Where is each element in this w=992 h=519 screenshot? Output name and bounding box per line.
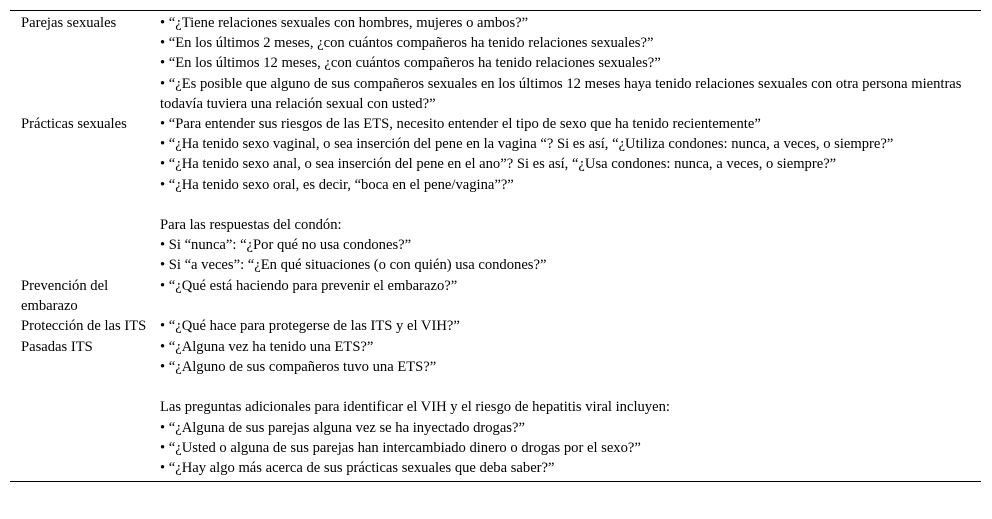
list-item: • “¿Qué está haciendo para prevenir el embarazo?” bbox=[160, 277, 458, 294]
spacer bbox=[160, 195, 981, 215]
list-item: • “¿Alguno de sus compañeros tuvo una ETS?” bbox=[160, 359, 437, 376]
row-content bbox=[160, 337, 981, 478]
spacer bbox=[160, 377, 981, 397]
table-row bbox=[10, 114, 981, 276]
list-item: • “¿Hay algo más acerca de sus prácticas sexuales que deba saber?” bbox=[160, 460, 555, 477]
list-item: • “¿Alguna de sus parejas alguna vez se ha inyectado drogas?” bbox=[160, 419, 525, 436]
list-item: • “En los últimos 12 meses, ¿con cuántos compañeros ha tenido relaciones sexuales?” bbox=[160, 55, 661, 72]
list-item: • “¿Ha tenido sexo oral, es decir, “boca en el pene/vagina”?” bbox=[160, 176, 514, 193]
row-content bbox=[160, 276, 981, 317]
sexual-history-table bbox=[10, 10, 981, 482]
list-item: • “Para entender sus riesgos de las ETS, necesito entender el tipo de sexo que ha tenido recientemente” bbox=[160, 116, 761, 133]
list-item: • “¿Es posible que alguno de sus compañeros sexuales en los últimos 12 meses haya tenido relaciones sexuales con otra persona mientras todavía tuviera una relación sexual con usted?” bbox=[160, 75, 962, 112]
row-label: Prevención del embarazo bbox=[21, 277, 109, 315]
list-item: • “¿Tiene relaciones sexuales con hombres, mujeres o ambos?” bbox=[160, 15, 529, 31]
row-label: Prácticas sexuales bbox=[21, 116, 127, 133]
row-label: Pasadas ITS bbox=[21, 338, 93, 355]
list-item: • Si “a veces”: “¿En qué situaciones (o con quién) usa condones?” bbox=[160, 257, 547, 274]
list-item: • “En los últimos 2 meses, ¿con cuántos compañeros ha tenido relaciones sexuales?” bbox=[160, 35, 654, 52]
list-item: • “¿Ha tenido sexo anal, o sea inserción del pene en el ano”? Si es así, “¿Usa condones: nunca, a veces, o siempre?” bbox=[160, 156, 837, 173]
row-content bbox=[160, 316, 981, 336]
table-row bbox=[10, 337, 981, 478]
list-item: • “¿Qué hace para protegerse de las ITS y el VIH?” bbox=[160, 318, 460, 335]
table-row bbox=[10, 276, 981, 317]
row-content bbox=[160, 114, 981, 276]
list-item: • “¿Usted o alguna de sus parejas han intercambiado dinero o drogas por el sexo?” bbox=[160, 439, 641, 456]
row-label: Parejas sexuales bbox=[21, 15, 117, 31]
table-row bbox=[10, 13, 981, 114]
list-item: • “¿Ha tenido sexo vaginal, o sea inserción del pene en la vagina “? Si es así, “¿Utiliza condones: nunca, a veces, o siempre?” bbox=[160, 136, 894, 153]
table-row bbox=[10, 316, 981, 336]
list-item: • Si “nunca”: “¿Por qué no usa condones?” bbox=[160, 237, 412, 254]
row-content bbox=[160, 13, 981, 114]
subheading: Para las respuestas del condón: bbox=[160, 217, 342, 234]
subheading: Las preguntas adicionales para identificar el VIH y el riesgo de hepatitis viral incluyen: bbox=[160, 399, 670, 416]
list-item: • “¿Alguna vez ha tenido una ETS?” bbox=[160, 338, 374, 355]
row-label: Protección de las ITS bbox=[21, 318, 147, 335]
